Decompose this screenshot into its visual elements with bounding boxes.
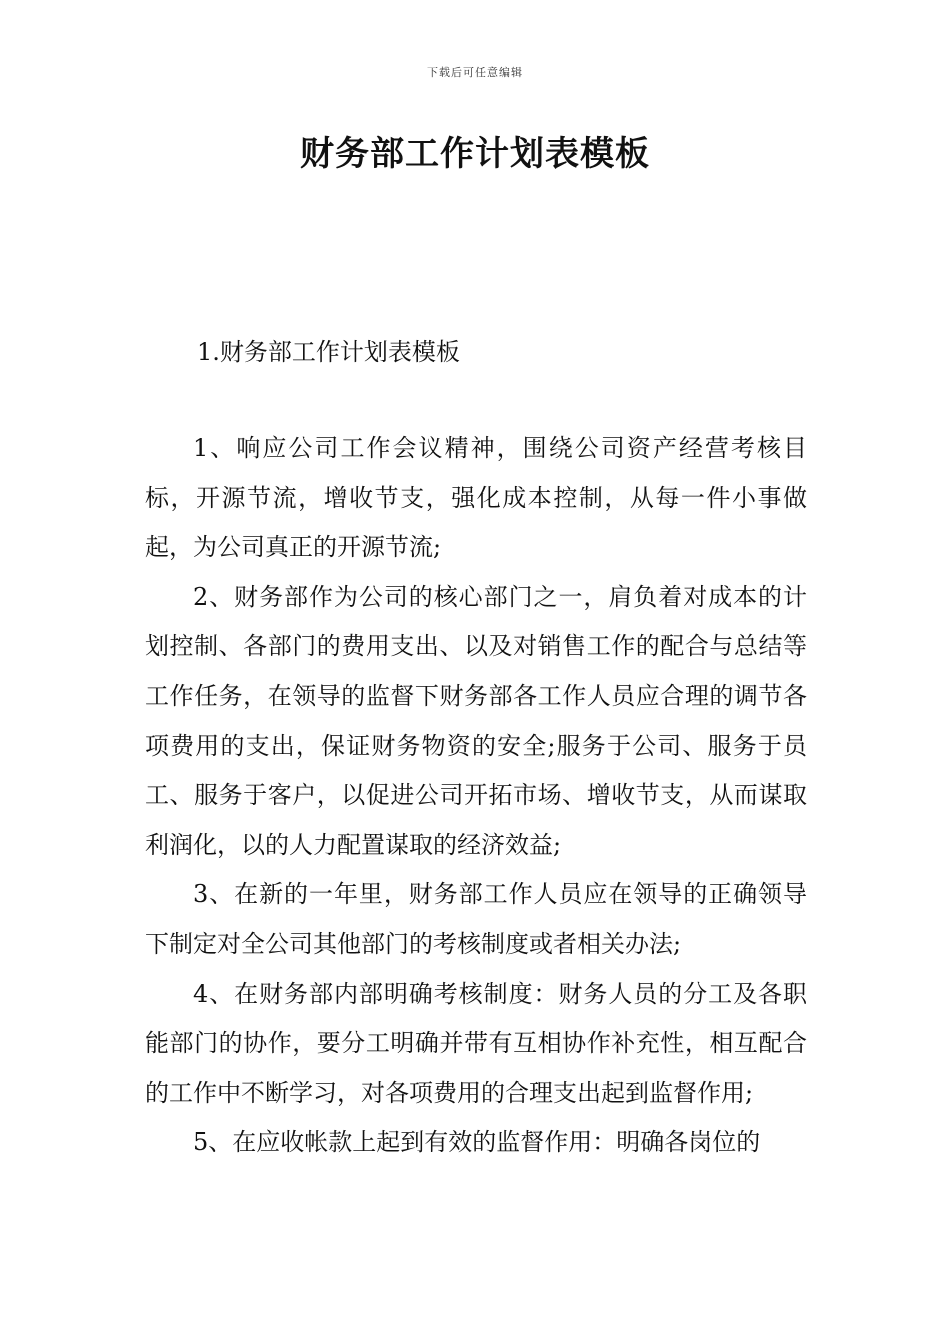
paragraph-2: 2、财务部作为公司的核心部门之一，肩负着对成本的计划控制、各部门的费用支出、以及对销售工作的配合与总结等工作任务，在领导的监督下财务部各工作人员应合理的调节各项费用的支出，保证财务物资的安全;服务于公司、服务于员工、服务于客户，以促进公司开拓市场、增收节支，从而谋取利润化，以的人力配置谋取的经济效益; <box>145 582 807 859</box>
document-title: 财务部工作计划表模板 <box>300 134 650 174</box>
paragraph-4: 4、在财务部内部明确考核制度：财务人员的分工及各职能部门的协作，要分工明确并带有互相协作补充性，相互配合的工作中不断学习，对各项费用的合理支出起到监督作用; <box>145 979 807 1107</box>
paragraph-3: 3、在新的一年里，财务部工作人员应在领导的正确领导下制定对全公司其他部门的考核制度或者相关办法; <box>145 880 807 958</box>
paragraph-5: 5、在应收帐款上起到有效的监督作用：明确各岗位的 <box>193 1128 761 1157</box>
document-body <box>145 424 807 1168</box>
paragraph-1: 1、响应公司工作会议精神，围绕公司资产经营考核目标，开源节流，增收节支，强化成本控制，从每一件小事做起，为公司真正的开源节流; <box>145 434 807 562</box>
page-header-note: 下载后可任意编辑 <box>427 66 523 79</box>
section-heading: 1.财务部工作计划表模板 <box>197 338 460 366</box>
